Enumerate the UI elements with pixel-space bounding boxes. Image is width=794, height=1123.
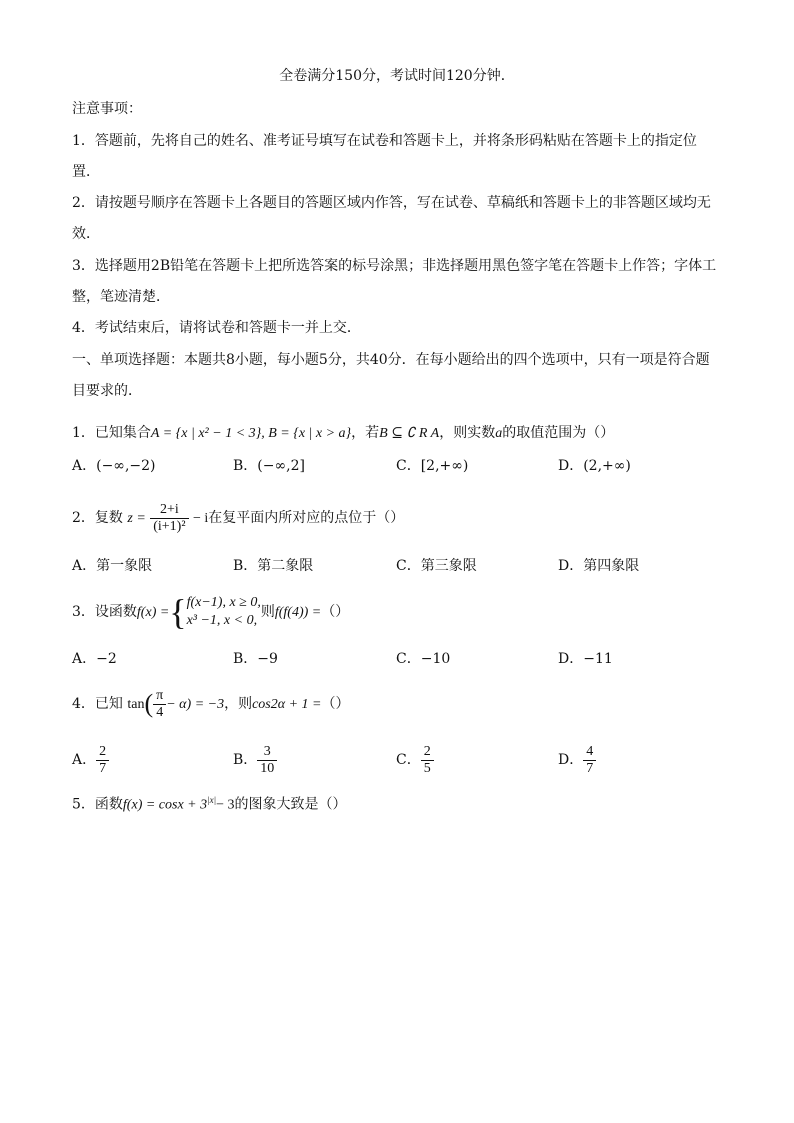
q4-d-label: D．	[558, 752, 584, 768]
q2-fraction	[150, 502, 188, 535]
notice-title: 注意事项：	[72, 101, 142, 117]
q4-d-num: 4	[583, 744, 596, 761]
exam-header: 全卷满分150分，考试时间120分钟．	[279, 68, 515, 84]
q4-math-tan: tan	[127, 697, 145, 712]
q2-frac-den: (i+1)²	[153, 518, 186, 534]
q3-option-b: B．−9	[233, 651, 278, 667]
q4-math-q: cos2α + 1 =	[252, 697, 322, 712]
q3-suffix: （）	[321, 604, 350, 620]
notice-1-line-1: 1．答题前，先将自己的姓名、准考证号填写在试卷和答题卡上，并将条形码粘贴在答题卡上的指定位	[72, 133, 697, 149]
q1-mid: ，若	[351, 425, 380, 441]
q1-prefix: 1．已知集合	[72, 425, 151, 441]
q2-prefix: 2．复数	[72, 510, 123, 526]
q3-math-lhs: f(x) =	[136, 605, 170, 620]
notice-2-line-1: 2．请按题号顺序在答题卡上各题目的答题区域内作答，写在试卷、草稿纸和答题卡上的非答题区域均无	[72, 195, 711, 211]
q3-case-2: x³ −1, x < 0,	[186, 613, 258, 628]
q3-option-d: D．−11	[558, 651, 613, 667]
q4-option-a	[72, 740, 109, 780]
notice-4: 4．考试结束后，请将试卷和答题卡一并上交．	[72, 320, 361, 336]
q3-cases	[187, 594, 261, 630]
q5-prefix: 5．函数	[72, 796, 123, 813]
question-3	[72, 590, 349, 635]
question-2	[72, 498, 404, 539]
q4-fraction	[153, 688, 166, 721]
q1-math-a: a	[495, 426, 503, 441]
question-5	[72, 790, 346, 816]
q2-math-lhs: z =	[127, 511, 146, 526]
q4-math-post: − α) = −3	[166, 697, 225, 712]
question-4	[72, 684, 350, 725]
q3-option-c: C．−10	[396, 651, 451, 667]
q2-suffix: 在复平面内所对应的点位于（）	[208, 510, 405, 526]
q4-b-num: 3	[257, 744, 277, 761]
q1-math-subset: B ⊆ ∁ R A	[379, 426, 440, 441]
q4-c-label: C．	[396, 752, 421, 768]
q2-frac-num: 2+i	[150, 502, 188, 519]
q1-suffix: 的取值范围为（）	[502, 425, 615, 441]
q2-option-c: C．第三象限	[396, 558, 477, 574]
q4-b-den: 10	[260, 760, 275, 776]
q1-option-c: C．[2,+∞)	[396, 458, 469, 474]
notice-3-line-1: 3．选择题用2B铅笔在答题卡上把所选答案的标号涂黑；非选择题用黑色签字笔在答题卡上作答；字体工	[72, 258, 717, 274]
q4-d-frac	[583, 744, 596, 777]
q1-math-sets: A = {x | x² − 1 < 3}, B = {x | x > a}	[150, 426, 352, 441]
q4-b-frac	[257, 744, 277, 777]
q4-c-frac	[421, 744, 434, 777]
q3-brace: {	[169, 592, 187, 632]
q4-d-den: 7	[586, 760, 594, 776]
q4-prefix: 4．已知	[72, 696, 123, 712]
q1-mid2: ，则实数	[439, 425, 496, 441]
q4-c-num: 2	[421, 744, 434, 761]
notice-3-line-2: 整，笔迹清楚．	[72, 289, 170, 305]
q5-math-tail: − 3	[216, 797, 235, 813]
q1-option-d: D．(2,+∞)	[558, 458, 631, 474]
q4-option-d	[558, 740, 596, 780]
q4-a-den: 7	[99, 760, 107, 776]
q1-option-b: B．(−∞,2]	[233, 458, 305, 474]
q4-suffix: （）	[321, 696, 350, 712]
q2-option-d: D．第四象限	[558, 558, 640, 574]
q4-frac-den: 4	[156, 704, 164, 720]
q4-option-b	[233, 740, 277, 780]
section-heading-line-2: 目要求的．	[72, 383, 142, 399]
q4-c-den: 5	[423, 760, 431, 776]
q2-math-rhs: − i	[193, 511, 209, 526]
q4-b-label: B．	[233, 752, 258, 768]
q4-option-c	[396, 740, 434, 780]
question-1	[72, 423, 614, 444]
q3-mid: 则	[260, 604, 275, 620]
q4-a-num: 2	[96, 744, 109, 761]
q5-math: f(x) = cosx + 3	[122, 797, 208, 813]
q1-option-a: A．(−∞,−2)	[72, 458, 156, 474]
q3-case-1: f(x−1), x ≥ 0,	[186, 595, 261, 610]
q3-option-a: A．−2	[72, 651, 117, 667]
q2-option-b: B．第二象限	[233, 558, 314, 574]
q4-paren: (	[144, 689, 154, 718]
notice-2-line-2: 效．	[72, 226, 100, 242]
q3-prefix: 3．设函数	[72, 604, 137, 620]
q5-sup: |x|	[207, 795, 217, 805]
q4-frac-num: π	[153, 688, 166, 705]
section-heading-line-1: 一、单项选择题：本题共8小题，每小题5分，共40分．在每小题给出的四个选项中，只有一项是符合题	[72, 352, 710, 368]
q2-option-a: A．第一象限	[72, 558, 153, 574]
q4-a-label: A．	[72, 752, 97, 768]
q4-a-frac	[96, 744, 109, 777]
q5-suffix: 的图象大致是（）	[234, 796, 347, 813]
q3-math-q: f(f(4)) =	[274, 605, 322, 620]
notice-1-line-2: 置．	[72, 164, 100, 180]
q4-mid: ，则	[224, 696, 253, 712]
